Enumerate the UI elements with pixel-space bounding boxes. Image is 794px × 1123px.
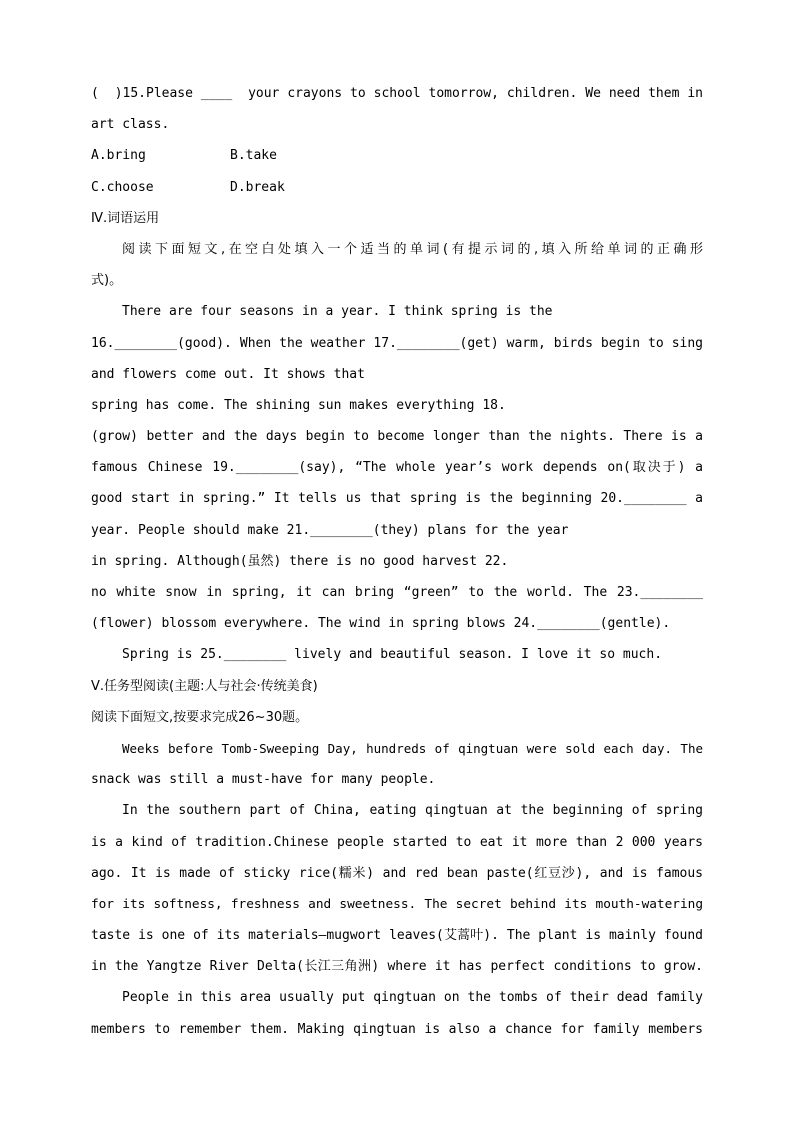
reading-line: ago. It is made of sticky rice(糯米) and red bean paste(红豆沙), and is famous [91, 865, 703, 881]
option-d: D.break [230, 179, 285, 195]
passage-line: year. People should make 21.________(they) plans for the year [91, 522, 569, 538]
worksheet-page [91, 78, 703, 1045]
option-c: C.choose [91, 179, 154, 195]
q15-stem-line-1: ( )15.Please ____ your crayons to school tomorrow, children. We need them in [91, 86, 703, 101]
passage-line: 16.________(good). When the weather 17.________(get) warm, birds begin to sing [91, 335, 703, 351]
section-5-instruction: 阅读下面短文,按要求完成26~30题。 [91, 709, 309, 725]
section-4-instruction-line-2: 式)。 [91, 273, 123, 289]
passage-line: There are four seasons in a year. I think spring is the [122, 304, 553, 320]
passage-line: no white snow in spring, it can bring “green” to the world. The 23.________ [91, 585, 703, 600]
passage-line: and flowers come out. It shows that [91, 366, 365, 382]
q15-options-row-2 [91, 172, 703, 203]
reading-line: for its softness, freshness and sweetness. The secret behind its mouth-watering [91, 896, 703, 912]
passage-line: Spring is 25.________ lively and beautiful season. I love it so much. [122, 647, 663, 663]
passage-line: in spring. Although(虽然) there is no good harvest 22. [91, 553, 509, 569]
passage-line: good start in spring.” It tells us that spring is the beginning 20.________ a [91, 491, 703, 507]
passage-line: (flower) blossom everywhere. The wind in spring blows 24.________(gentle). [91, 616, 671, 632]
option-b: B.take [230, 148, 277, 164]
reading-line: Weeks before Tomb-Sweeping Day, hundreds of qingtuan were sold each day. The [122, 740, 703, 756]
section-4-instruction-line-1: 阅读下面短文,在空白处填入一个适当的单词(有提示词的,填入所给单词的正确形 [122, 241, 703, 257]
section-4-heading: Ⅳ.词语运用 [91, 210, 160, 226]
option-a: A.bring [91, 148, 146, 164]
reading-line: is a kind of tradition.Chinese people started to eat it more than 2 000 years [91, 834, 703, 850]
reading-line: taste is one of its materials—mugwort leaves(艾蒿叶). The plant is mainly found [91, 928, 703, 944]
reading-line: members to remember them. Making qingtuan is also a chance for family members [91, 1021, 703, 1037]
passage-line: famous Chinese 19.________(say), “The whole year’s work depends on(取决于) a [91, 460, 703, 476]
reading-line: snack was still a must-have for many people. [91, 772, 436, 788]
reading-line: In the southern part of China, eating qingtuan at the beginning of spring [122, 803, 703, 819]
passage-line: spring has come. The shining sun makes everything 18. [91, 397, 506, 413]
reading-line: in the Yangtze River Delta(长江三角洲) where it has perfect conditions to grow. [91, 959, 703, 975]
reading-line: People in this area usually put qingtuan on the tombs of their dead family [122, 990, 703, 1006]
section-5-heading: Ⅴ.任务型阅读(主题:人与社会·传统美食) [91, 678, 318, 694]
passage-line: (grow) better and the days begin to become longer than the nights. There is a [91, 429, 703, 445]
q15-stem-line-2: art class. [91, 117, 170, 133]
q15-options-row-1 [91, 140, 703, 171]
